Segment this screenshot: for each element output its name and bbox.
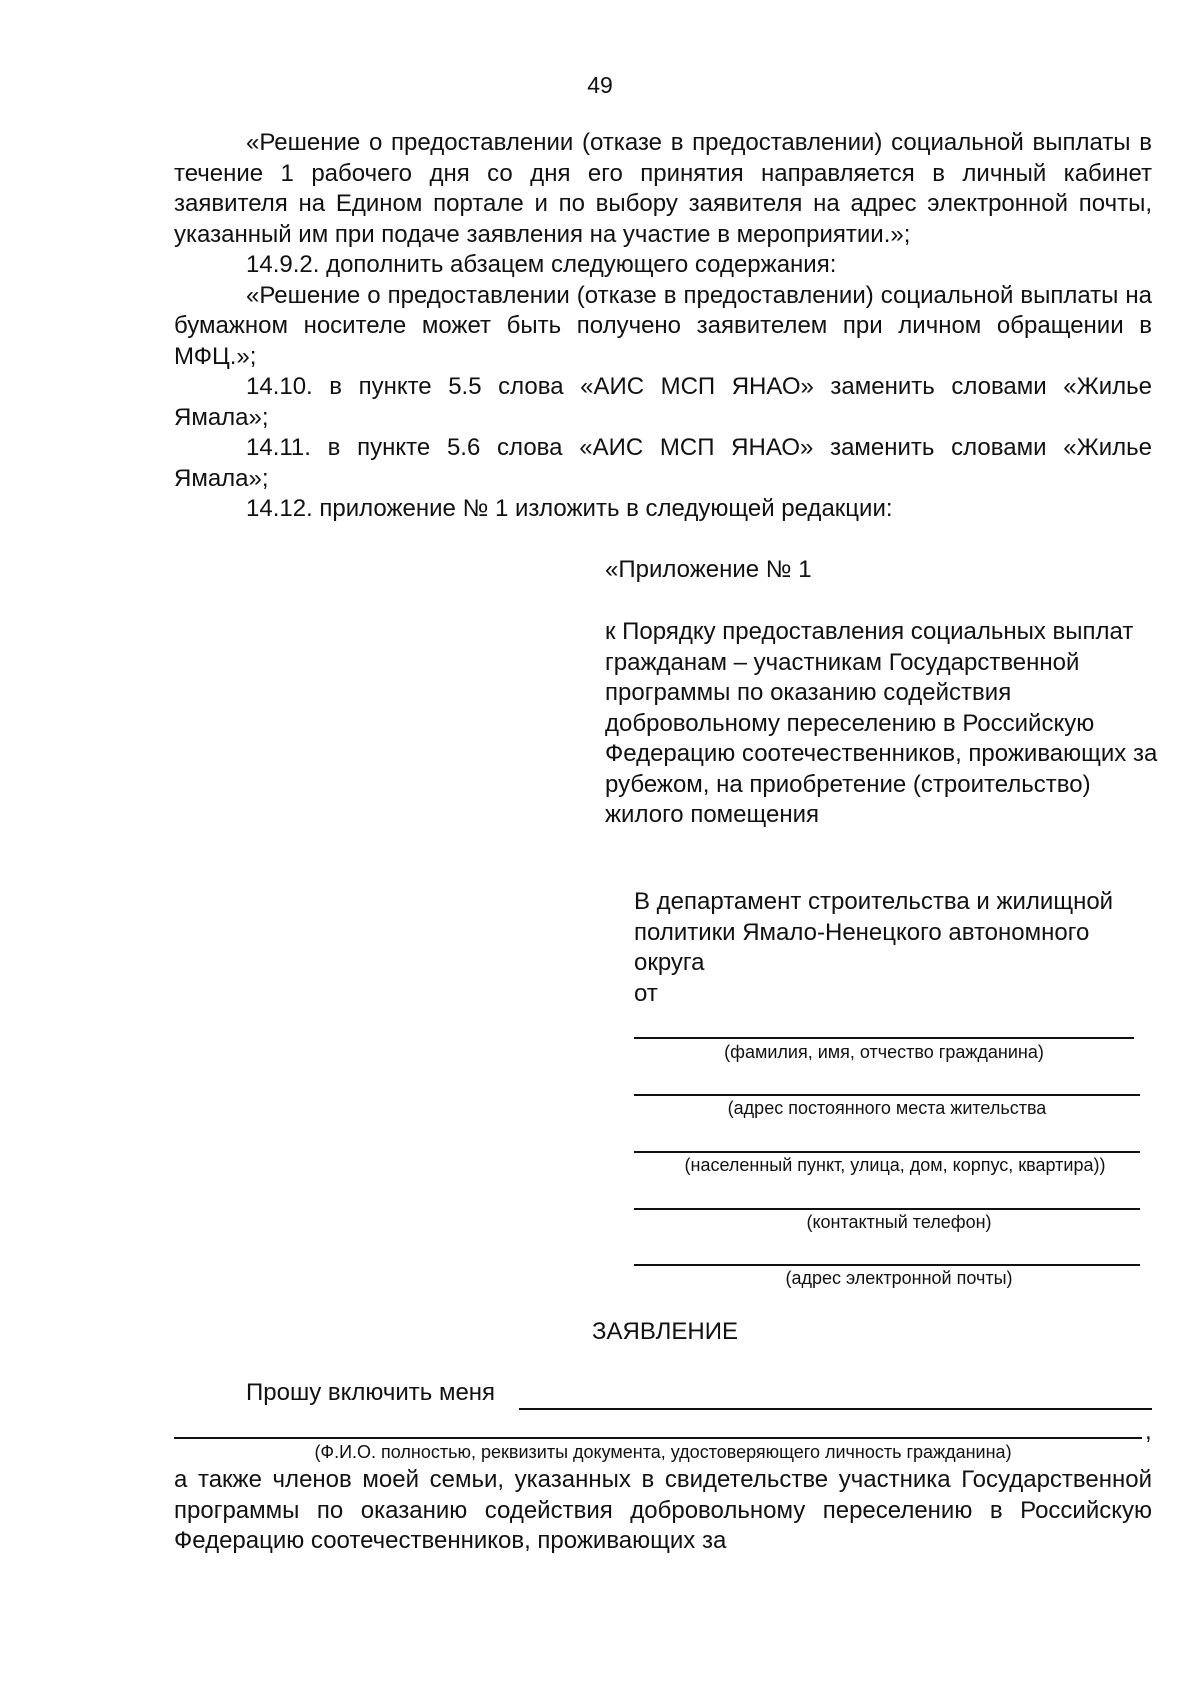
field-caption: (фамилия, имя, отчество гражданина) [724,1042,1044,1062]
paragraph: «Решение о предоставлении (отказе в предоставлении) социальной выплаты в течение 1 рабочего дня со дня его принятия направляется в личный кабинет заявителя на Едином портале и по выбору заявителя на адрес электронной почты, указанный им при подаче заявления на участие в мероприятии.»; [174,129,1152,248]
paragraph: 14.11. в пункте 5.6 слова «АИС МСП ЯНАО» заменить словами «Жилье Ямала»; [174,434,1152,492]
appendix-title: «Приложение № 1 [605,556,812,583]
recipient-addressee: В департамент строительства и жилищной политики Ямало-Ненецкого автономного округа [634,888,1114,976]
email-field[interactable] [634,1264,1140,1266]
amendment-text [174,128,1152,525]
paragraph: а также членов моей семьи, указанных в свидетельстве участника Государственной программы по оказанию содействия добровольному переселению в Российскую Федерацию соотечественников, проживающих за [174,1466,1152,1554]
residence-address-field[interactable] [634,1094,1140,1096]
comma: , [1145,1418,1152,1445]
locality-address-field[interactable] [634,1151,1140,1153]
paragraph: 14.9.2. дополнить абзацем следующего содержания: [246,251,837,278]
paragraph: 14.12. приложение № 1 изложить в следующей редакции: [246,495,893,522]
applicant-name-field[interactable] [634,1037,1134,1039]
field-caption: (адрес электронной почты) [785,1268,1013,1288]
recipient-block [634,887,1154,1009]
fio-caption: (Ф.И.О. полностью, реквизиты документа, удостоверяющего личность гражданина) [314,1442,1012,1462]
applicant-fio-field[interactable] [519,1408,1152,1410]
paragraph: 14.10. в пункте 5.5 слова «АИС МСП ЯНАО» заменить словами «Жилье Ямала»; [174,373,1152,431]
field-caption: (адрес постоянного места жительства [727,1098,1047,1118]
recipient-from-label: от [634,979,658,1007]
applicant-fio-field-continued[interactable] [174,1437,1142,1439]
phone-field[interactable] [634,1208,1140,1210]
paragraph: «Решение о предоставлении (отказе в предоставлении) социальной выплаты на бумажном носителе может быть получено заявителем при личном обращении в МФЦ.»; [174,281,1152,370]
field-caption: (контактный телефон) [806,1212,992,1232]
request-text: Прошу включить меня [246,1379,496,1406]
page-number: 49 [587,72,613,98]
statement-body [174,1465,1152,1557]
field-caption: (населенный пункт, улица, дом, корпус, квартира)) [684,1155,1106,1175]
appendix-description: к Порядку предоставления социальных выплат гражданам – участникам Государственной программы по оказанию содействия добровольному переселению в Российскую Федерацию соотечественников, проживающих за рубежом, на приобретение (строительство) жилого помещения [605,618,1158,828]
statement-heading: ЗАЯВЛЕНИЕ [592,1318,738,1345]
